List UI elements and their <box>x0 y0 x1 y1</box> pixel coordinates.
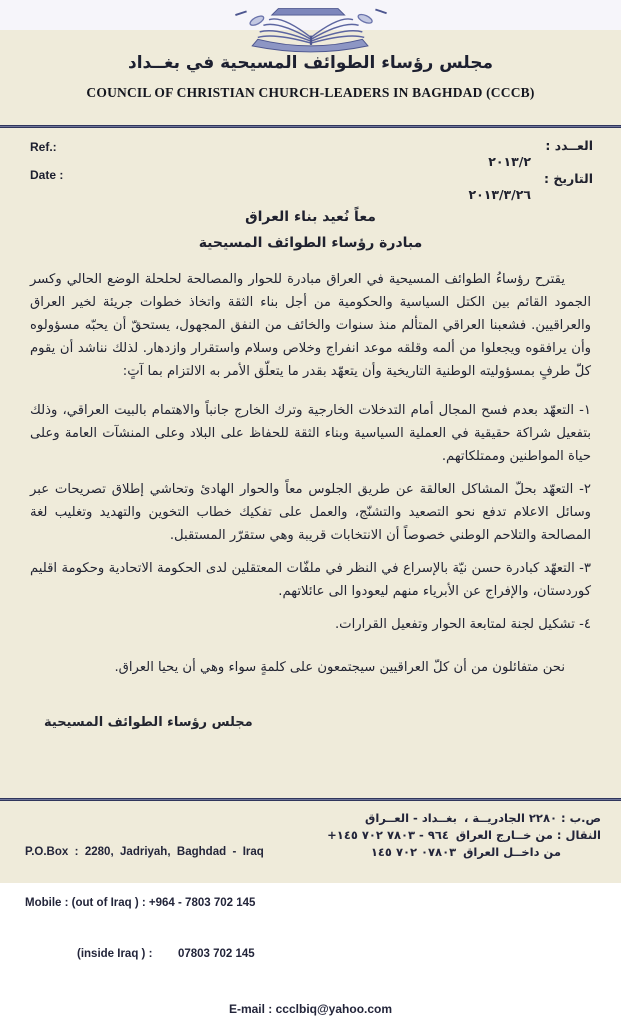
mobile-in-arabic-label: من داخــل العراق <box>463 845 561 859</box>
header-divider-rule <box>0 125 621 128</box>
pledge-item-1: ١- التعهّد بعدم فسح المجال أمام التدخلات الخارجية وترك الخارج جانباً والاهتمام بالبيت العراقي، وذلك بتفعيل شراكة حقيقية في العملية السياسية وبناء الثقة للحفاظ على البلاد وعلى المنشآت العامة وعلى حياة المواطنين وممتلكاتهم. <box>30 403 591 464</box>
org-name-arabic: مجلس رؤساء الطوائف المسيحية في بغــداد <box>127 53 494 73</box>
pledge-item-3: ٣- التعهّد كبادرة حسن نيّة بالإسراع في النظر في ملفّات المعتقلين لدى الحكومة الاتحادية وحكومة اقليم كوردستان، والإفراج عن الأبرياء منهم ليعودوا الى عائلاتهم. <box>30 561 591 599</box>
date-label-english: Date : <box>30 168 64 182</box>
letter-title <box>0 204 621 256</box>
mobile-out-of-iraq: Mobile : (out of Iraq ) : +964 - 7803 702 145 <box>25 897 256 909</box>
ref-date-arabic <box>433 138 593 202</box>
mobile-out-arabic <box>327 827 601 844</box>
number-label-arabic: العــدد : <box>545 138 593 153</box>
title-line-1: معاً نُعيد بناء العراق <box>245 209 376 225</box>
signature-line: مجلس رؤساء الطوائف المسيحية <box>44 715 253 730</box>
pobox-english: P.O.Box : 2280, Jadriyah, Baghdad - Iraq <box>25 846 264 858</box>
pobox-arabic <box>327 810 601 827</box>
mobile-in-arabic <box>327 844 601 861</box>
pobox-arabic-label: ص.ب : ٢٢٨٠ الجادريــة ، <box>463 811 601 825</box>
mobile-in-arabic-number: ٠٧٨٠٣ ٧٠٢ ١٤٥ <box>370 845 457 859</box>
letter-body <box>0 268 621 679</box>
org-name-english: COUNCIL OF CHRISTIAN CHURCH-LEADERS IN BAGHDAD (CCCB) <box>86 85 535 100</box>
mobile-out-arabic-number: +٩٦٤ - ٧٨٠٣ ٧٠٢ ١٤٥ <box>327 828 449 842</box>
reference-date-block <box>0 128 621 202</box>
date-label-arabic: التاريخ : <box>543 171 593 186</box>
number-value: ٢٠١٣/٢ <box>488 154 531 169</box>
pledge-item-4: ٤- تشكيل لجنة لمتابعة الحوار وتفعيل القرارات. <box>334 617 591 632</box>
ref-label: Ref.: <box>30 140 57 154</box>
letterhead <box>0 0 621 101</box>
footer-contact-arabic <box>327 810 601 997</box>
email-address: E-mail : ccclbiq@yahoo.com <box>228 1002 393 1016</box>
mobile-inside-iraq: (inside Iraq ) : 07803 702 145 <box>77 948 255 960</box>
date-value: ٢٠١٣/٣/٢٦ <box>468 187 531 202</box>
letter-footer <box>0 798 621 1016</box>
mobile-out-arabic-label: النقال : من خــارج العراق <box>455 828 601 842</box>
pobox-arabic-value: بغــداد - العــراق <box>365 811 457 825</box>
intro-paragraph: يقترح رؤساءُ الطوائف المسيحية في العراق مبادرة للحوار والمصالحة لحلحلة الوضع الحالي وكسر الجمود القائم بين الكتل السياسية والحكومية من أجل بناء الثقة واتخاذ خطوات جريئة لخير العراق والعراقيين. فشعبنا العراقي المتألم منذ سنوات والخائف من النفق المجهول، يستحقّ أن يحبّه مسؤولوه وأن يرافقوه ويجعلوا من ألمه وقلقه موعد انفراج وخلاص وسلام واستقرار وازدهار. لذلك نناشد أن يقوم كلّ طرفٍ بمسؤوليته الوطنية التاريخية وأن يتعهّد بقدر ما يتعلّق الأمر به الالتزام بما آتٍ: <box>30 272 591 379</box>
footer-contact-english <box>25 810 264 997</box>
footer-divider-rule <box>0 798 621 801</box>
ref-date-english <box>30 138 63 196</box>
pledge-item-2: ٢- التعهّد بحلّ المشاكل العالقة عن طريق الجلوس معاً والحوار الهادئ وتحاشي إطلاق تصريحات عبر وسائل الاعلام تدفع نحو التصعيد والتشنّج، والعمل على تفكيك خطاب التخوين والتهديد وتغليب لغة المصالحة والتلاحم الوطني خصوصاً أن الانتخابات قريبة وهي ستقرّر المستقبل. <box>30 482 591 543</box>
closing-paragraph: نحن متفائلون من أن كلّ العراقيين سيجتمعون على كلمةٍ سواء وهي أن يحيا العراق. <box>114 660 565 675</box>
footer-columns <box>0 801 621 997</box>
title-line-2: مبادرة رؤساء الطوائف المسيحية <box>198 235 423 251</box>
